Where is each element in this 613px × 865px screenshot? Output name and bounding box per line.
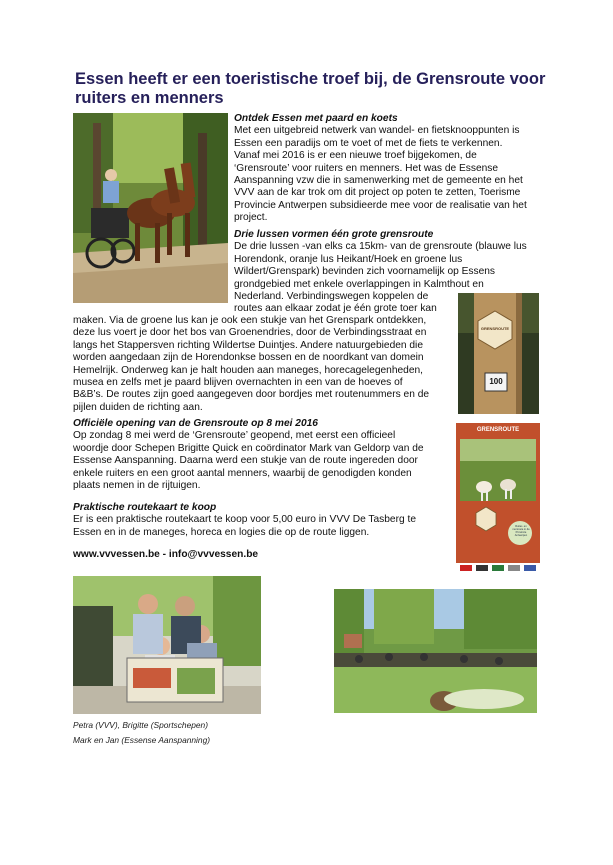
line: woordje door Schepen Brigitte Quick en coördinator Mark van Geldorp van de (73, 442, 424, 454)
section-heading: Officiële opening van de Grensroute op 8 mei 2016 (73, 418, 318, 429)
line: routes aan elkaar zodat je één grote toer kan (234, 303, 437, 315)
brochure-illustration (456, 423, 540, 573)
line: Vanaf mei 2016 is er een nieuwe troef bijgekomen, de (234, 150, 477, 162)
carriages-illustration (334, 589, 537, 713)
line: Essen een paradijs om te voet of met de fiets te verkennen. (234, 137, 503, 149)
horse-carriage-illustration (73, 113, 228, 303)
caption-line-1: Petra (VVV), Brigitte (Sportschepen) (73, 720, 208, 730)
line: enkele ruiters en een groot aantal menners, waarbij de genodigden konden (73, 467, 412, 479)
line: Hemelrijk. Onderweg kan je halt houden aan maneges, horecagelegenheden, (73, 364, 424, 376)
line: maken. Via de groene lus kan je ook een stukje van het Grenspark ontdekken, (73, 315, 427, 326)
signpost-logo-text: GRENSROUTE (480, 326, 510, 331)
line: langs het Stappersven richting Wildertse Duintjes. Andere natuurgebieden die (73, 339, 423, 351)
line: deze lus voert je door het bos van Groenendries, door de Verbindingsstraat en (73, 327, 427, 339)
page-title: Essen heeft er een toeristische troef bij, de Grensroute voor ruiters en menners (75, 70, 546, 107)
section-2-continued (73, 315, 453, 414)
line: Horendonk, oranje lus Heikant/Hoek en groene lus (234, 253, 463, 265)
line: grondgebied met enkele overlappingen in Kalmthout en (234, 278, 484, 290)
signpost-photo (458, 293, 539, 414)
line: musea en zelfs met je paard blijven overnachten in een van de hoeves of (73, 377, 403, 389)
caption-line-2: Mark en Jan (Essense Aanspanning) (73, 735, 211, 745)
horse-carriage-photo (73, 113, 228, 303)
line: pijlen duiden de richting aan. (73, 401, 203, 413)
route-map-brochure (456, 423, 540, 573)
line: B&B’s. De routes zijn goed aangegeven door bordjes met routenummers en de (73, 389, 430, 401)
line: Aanspanning vzw die in samenwerking met de gemeente en het (234, 175, 523, 187)
line: VVV aan de kar trok om dit project op poten te zetten, Toerisme (234, 187, 521, 199)
line: worden aangedaan zijn de Horendonkse bossen en de noordkant van domein (73, 352, 424, 364)
line: Essen en in de maneges, horeca en logies die op de route liggen. (73, 526, 370, 538)
website-link[interactable]: www.vvvessen.be - info@vvvessen.be (73, 549, 259, 560)
signpost-number: 100 (489, 377, 503, 386)
line: Wildert/Grenspark) bevinden zich voornamelijk op Essens (234, 266, 496, 278)
line: Nederland. Verbindingswegen koppelen de (234, 291, 429, 303)
line: Provincie Antwerpen subsidieerde mee voor de realisatie van het (234, 199, 527, 211)
people-illustration (73, 576, 261, 714)
line: project. (234, 212, 268, 224)
people-with-map-photo (73, 576, 261, 714)
line: Essense Aanspanning. Daarna werd een stukje van de route ingereden door (73, 455, 418, 467)
brochure-badge: Ruiter- en menroute in de Provincie Antwerpen (512, 525, 530, 537)
section-heading: Praktische routekaart te koop (73, 502, 217, 513)
section-4 (73, 502, 453, 539)
brochure-title: GRENSROUTE (476, 427, 520, 433)
section-1 (234, 113, 564, 225)
line: Met een uitgebreid netwerk van wandel- en fietsknooppunten is (234, 125, 520, 137)
signpost-illustration (458, 293, 539, 414)
line: plaats nemen in de rijtuigen. (73, 480, 201, 492)
section-3 (73, 418, 453, 492)
line: ‘Grensroute’ voor ruiters en menners. Het was de Essense (234, 162, 499, 174)
line: Op zondag 8 mei werd de ‘Grensroute’ geopend, met eerst een officieel (73, 430, 396, 442)
section-heading: Ontdek Essen met paard en koets (234, 113, 398, 124)
line: De drie lussen -van elks ca 15km- van de grensroute (blauwe lus (234, 241, 527, 253)
section-heading: Drie lussen vormen één grote grensroute (234, 229, 434, 240)
line: Er is een praktische routekaart te koop voor 5,00 euro in VVV De Tasberg te (73, 514, 416, 526)
carriages-field-photo (334, 589, 537, 713)
